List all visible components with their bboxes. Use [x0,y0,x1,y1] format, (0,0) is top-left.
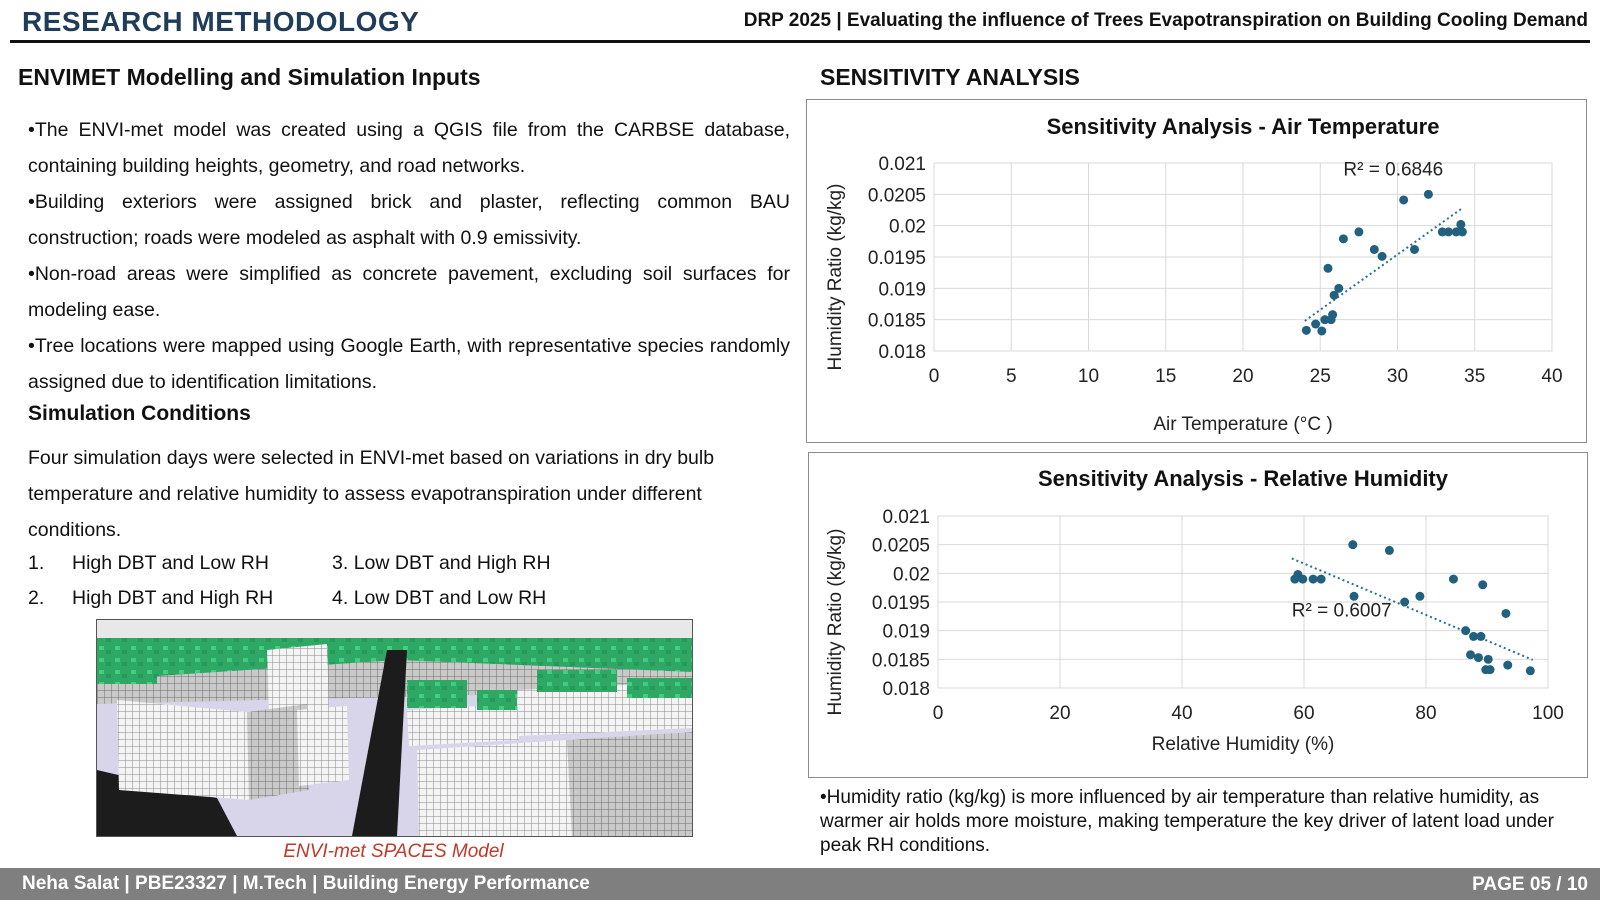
data-point [1399,195,1408,204]
data-point [1339,234,1348,243]
y-tick-label: 0.0195 [871,593,930,614]
condition-text: Low DBT and High RH [353,552,551,574]
condition-text: Low DBT and Low RH [353,587,547,609]
data-point [1309,575,1318,584]
data-point [1476,632,1485,641]
x-tick-label: 25 [1309,366,1331,387]
chart-title: Sensitivity Analysis - Air Temperature [1046,114,1440,139]
bullet-item: •Tree locations were mapped using Google Earth, with representative species randomly assigned due to identification limitations. [28,335,790,393]
envimet-model-illustration [97,620,692,836]
y-tick-label: 0.018 [878,342,926,363]
x-tick-label: 0 [928,366,940,387]
y-tick-label: 0.02 [889,216,926,238]
bullet-item: •The ENVI-met model was created using a QGIS file from the CARBSE database, containing building heights, geometry, and road networks. [28,119,790,177]
air-temperature-chart-svg [807,100,1586,442]
data-point [1474,653,1483,662]
y-tick-label: 0.0185 [867,310,926,332]
air-temperature-chart [806,99,1587,443]
footer-author: Neha Salat | PBE23327 | M.Tech | Building Energy Performance [22,873,590,894]
bullet-item: •Building exteriors were assigned brick and plaster, reflecting common BAU construction; roads were modeled as asphalt with 0.9 emissivity. [28,191,790,249]
sensitivity-section-title: SENSITIVITY ANALYSIS [820,64,1080,90]
model-image-caption: ENVI-met SPACES Model [283,841,504,862]
x-tick-label: 10 [1077,366,1100,387]
x-axis-label: Relative Humidity (%) [1151,734,1335,755]
data-point [1302,326,1311,335]
relative-humidity-chart [808,452,1588,778]
y-tick-label: 0.0205 [867,185,926,207]
data-point [1378,252,1387,261]
condition-number: 1. [28,552,45,574]
data-point [1385,546,1394,555]
data-point [1466,650,1475,659]
y-tick-label: 0.018 [882,679,930,700]
data-point [1501,609,1510,618]
page-number: PAGE 05 / 10 [1472,874,1588,895]
simulation-conditions-title: Simulation Conditions [28,402,251,425]
data-point [1461,626,1470,635]
page-title: RESEARCH METHODOLOGY [22,6,420,37]
data-point [1458,227,1467,236]
x-axis-label: Air Temperature (°C ) [1153,414,1333,435]
x-tick-label: 60 [1293,703,1315,724]
x-tick-label: 40 [1541,366,1563,387]
condition-text: High DBT and Low RH [72,552,269,574]
data-point [1298,575,1307,584]
data-point [1415,592,1424,601]
x-tick-label: 20 [1049,703,1071,724]
condition-number: 3. [332,552,349,574]
y-tick-label: 0.0195 [867,248,926,269]
x-tick-label: 5 [1005,366,1017,387]
footer-bar [0,868,1600,900]
y-tick-label: 0.0205 [871,535,930,557]
x-tick-label: 40 [1171,703,1193,724]
y-tick-label: 0.019 [882,621,930,643]
data-point [1456,220,1465,229]
condition-item [332,587,546,610]
data-point [1486,665,1495,674]
data-point [1478,580,1487,589]
sensitivity-note: •Humidity ratio (kg/kg) is more influenced by air temperature than relative humidity, as warmer air holds more moisture, making temperature the key driver of latent load under peak RH conditions. [820,787,1554,856]
condition-number: 2. [28,587,45,609]
x-tick-label: 100 [1532,703,1564,724]
data-point [1370,245,1379,254]
x-tick-label: 20 [1232,366,1254,387]
data-point [1317,575,1326,584]
y-tick-label: 0.02 [893,564,930,586]
bullet-item: •Non-road areas were simplified as concrete pavement, excluding soil surfaces for modeling ease. [28,263,790,321]
data-point [1311,320,1320,329]
data-point [1526,666,1535,675]
page-subtitle: DRP 2025 | Evaluating the influence of Trees Evapotranspiration on Building Cooling Demand [743,10,1588,31]
data-point [1317,326,1326,335]
condition-number: 4. [332,587,349,609]
data-point [1484,655,1493,664]
modelling-section-title: ENVIMET Modelling and Simulation Inputs [18,64,481,90]
data-point [1328,310,1337,319]
r-squared-label: R² = 0.6846 [1343,159,1444,181]
condition-text: High DBT and High RH [72,587,274,609]
y-tick-label: 0.021 [882,507,930,528]
x-tick-label: 15 [1155,366,1177,387]
chart-title: Sensitivity Analysis - Relative Humidity [1038,466,1448,491]
data-point [1424,190,1433,199]
data-point [1348,540,1357,549]
relative-humidity-chart-svg [809,453,1587,777]
data-point [1400,598,1409,607]
simulation-conditions-text: Four simulation days were selected in ENVI-met based on variations in dry bulb temperature and relative humidity to assess evapotranspiration under different conditions. [28,447,715,541]
envimet-model-image [96,619,693,837]
y-axis-label: Humidity Ratio (kg/kg) [825,183,846,371]
data-point [1503,661,1512,670]
condition-item [332,552,551,575]
data-point [1410,245,1419,254]
y-tick-label: 0.019 [878,279,926,301]
data-point [1354,227,1363,236]
data-point [1323,264,1332,273]
header-rule [10,40,1590,43]
modelling-bullets [28,112,790,400]
y-axis-label: Humidity Ratio (kg/kg) [825,528,846,716]
data-point [1334,284,1343,293]
x-tick-label: 30 [1386,366,1409,387]
x-tick-label: 35 [1464,366,1486,387]
y-tick-label: 0.0185 [871,650,930,672]
x-tick-label: 80 [1415,703,1437,724]
data-point [1444,227,1453,236]
x-tick-label: 0 [932,703,944,724]
data-point [1449,575,1458,584]
r-squared-label: R² = 0.6007 [1291,600,1392,622]
y-tick-label: 0.021 [878,154,926,175]
